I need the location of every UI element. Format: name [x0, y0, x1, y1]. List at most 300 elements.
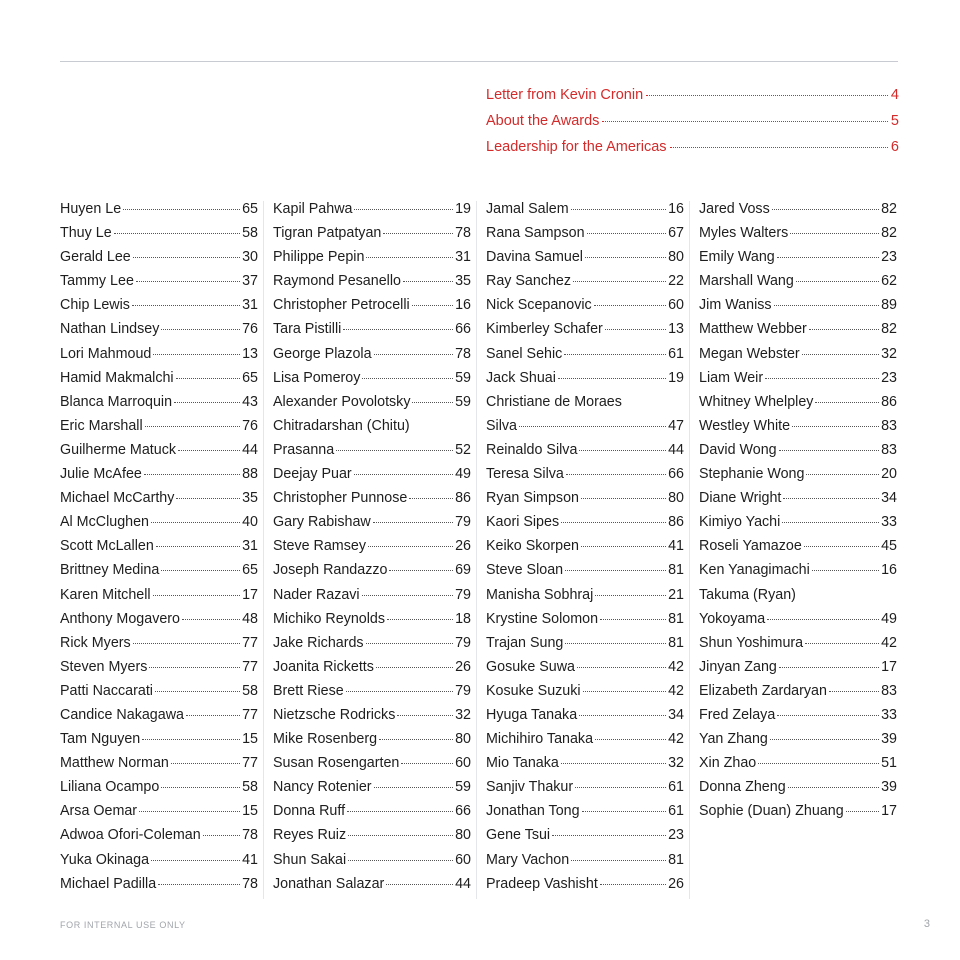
index-entry [60, 611, 258, 635]
index-entry [699, 514, 897, 538]
index-entry-page: 77 [242, 755, 258, 772]
index-entry [699, 490, 897, 514]
index-entry-name: Mary Vachon [486, 851, 570, 868]
index-dot-leader [779, 667, 879, 668]
index-entry [486, 346, 684, 370]
index-dot-leader [600, 619, 666, 620]
index-entry-page: 83 [881, 417, 897, 434]
index-entry [486, 803, 684, 827]
index-entry-page: 79 [455, 634, 471, 651]
index-entry [699, 803, 897, 827]
index-entry [273, 779, 471, 803]
index-dot-leader [792, 426, 879, 427]
index-entry [60, 418, 258, 442]
index-dot-leader [366, 643, 454, 644]
index-entry [699, 370, 897, 394]
index-dot-leader [595, 595, 666, 596]
index-dot-leader [587, 233, 667, 234]
index-entry-page: 59 [455, 369, 471, 386]
index-entry-name: Diane Wright [699, 490, 782, 507]
toc-item-page: 4 [890, 87, 899, 103]
index-entry [60, 635, 258, 659]
index-entry-page: 19 [668, 369, 684, 386]
index-entry [60, 707, 258, 731]
index-entry [699, 635, 897, 659]
index-dot-leader [581, 546, 666, 547]
index-dot-leader [600, 884, 666, 885]
index-dot-leader [149, 667, 240, 668]
toc-item[interactable] [486, 87, 899, 113]
index-entry-page: 23 [881, 249, 897, 266]
index-entry-name: Keiko Skorpen [486, 538, 579, 555]
index-dot-leader [373, 522, 453, 523]
index-entry [486, 225, 684, 249]
index-dot-leader [161, 329, 240, 330]
index-entry-page: 79 [455, 586, 471, 603]
index-entry-page: 77 [242, 658, 258, 675]
index-dot-leader [133, 643, 240, 644]
name-index [60, 201, 898, 906]
index-entry-page: 59 [455, 779, 471, 796]
index-entry [60, 490, 258, 514]
toc-item-page: 5 [890, 113, 899, 129]
index-entry-page: 33 [881, 514, 897, 531]
index-dot-leader [777, 715, 879, 716]
index-entry-page: 61 [668, 803, 684, 820]
index-entry-name: Brett Riese [273, 682, 344, 699]
index-entry [486, 683, 684, 707]
index-dot-leader [383, 233, 453, 234]
index-entry [486, 370, 684, 394]
index-entry-name: Candice Nakagawa [60, 706, 184, 723]
index-dot-leader [804, 546, 879, 547]
index-entry-name: Christopher Punnose [273, 490, 408, 507]
index-entry-page: 78 [455, 225, 471, 242]
index-entry-name: Yuka Okinaga [60, 851, 150, 868]
index-entry-page: 62 [881, 273, 897, 290]
index-entry [273, 418, 471, 442]
index-entry-page: 49 [881, 610, 897, 627]
index-entry-name: Sophie (Duan) Zhuang [699, 803, 844, 820]
index-dot-leader [348, 835, 453, 836]
index-dot-leader [374, 354, 454, 355]
index-entry-page: 81 [668, 634, 684, 651]
index-dot-leader [386, 884, 453, 885]
index-dot-leader [566, 474, 666, 475]
index-entry-page: 42 [668, 682, 684, 699]
index-dot-leader [133, 257, 240, 258]
index-entry [273, 683, 471, 707]
index-entry-page: 31 [242, 297, 258, 314]
index-dot-leader [132, 305, 240, 306]
index-entry [699, 321, 897, 345]
index-entry [273, 659, 471, 683]
index-entry-name: Kimberley Schafer [486, 321, 603, 338]
index-entry-page: 26 [455, 658, 471, 675]
index-entry-name: Nader Razavi [273, 586, 360, 603]
index-entry-name: Mio Tanaka [486, 755, 559, 772]
index-dot-leader [412, 305, 453, 306]
index-entry [699, 538, 897, 562]
index-entry [699, 466, 897, 490]
index-entry [273, 562, 471, 586]
index-entry-page: 66 [455, 321, 471, 338]
index-entry-page: 81 [668, 851, 684, 868]
index-entry-page: 32 [668, 755, 684, 772]
index-entry-page: 15 [242, 803, 258, 820]
index-entry-name: Brittney Medina [60, 562, 160, 579]
index-entry-page: 37 [242, 273, 258, 290]
index-entry-page: 32 [881, 345, 897, 362]
index-dot-leader [412, 402, 453, 403]
index-entry-name: Trajan Sung [486, 634, 564, 651]
index-entry-name: Chitradarshan (Chitu) [273, 417, 410, 434]
index-entry-name: Ray Sanchez [486, 273, 572, 290]
index-entry-name: Chip Lewis [60, 297, 130, 314]
index-dot-leader [389, 570, 453, 571]
index-entry-name: Stephanie Wong [699, 466, 805, 483]
index-entry-page: 76 [242, 321, 258, 338]
index-dot-leader [145, 426, 240, 427]
index-entry [60, 321, 258, 345]
index-entry-name: Yan Zhang [699, 731, 768, 748]
index-dot-leader [779, 450, 879, 451]
index-entry [60, 466, 258, 490]
index-entry-page: 31 [242, 538, 258, 555]
index-entry-page: 58 [242, 225, 258, 242]
index-dot-leader [151, 860, 240, 861]
index-dot-leader [575, 787, 666, 788]
index-dot-leader [812, 570, 879, 571]
index-entry-page: 82 [881, 321, 897, 338]
index-entry-name: Myles Walters [699, 225, 789, 242]
toc-item-label[interactable]: Letter from Kevin Cronin [486, 87, 644, 103]
index-entry-page: 13 [242, 345, 258, 362]
index-entry-page: 41 [668, 538, 684, 555]
index-entry [60, 297, 258, 321]
index-dot-leader [582, 811, 667, 812]
index-entry [60, 755, 258, 779]
index-entry [699, 249, 897, 273]
index-entry [273, 346, 471, 370]
index-entry [699, 418, 897, 442]
index-entry-name: Gosuke Suwa [486, 658, 576, 675]
index-entry-page: 78 [242, 875, 258, 892]
index-entry-page: 35 [455, 273, 471, 290]
toc-item[interactable] [486, 139, 899, 165]
index-entry [60, 683, 258, 707]
toc-item[interactable] [486, 113, 899, 139]
table-of-contents [486, 87, 899, 165]
index-entry [486, 731, 684, 755]
toc-item-label[interactable]: Leadership for the Americas [486, 139, 667, 155]
index-entry [273, 249, 471, 273]
index-entry-page: 26 [455, 538, 471, 555]
index-dot-leader [409, 498, 453, 499]
index-entry-page: 33 [881, 706, 897, 723]
index-entry [486, 418, 684, 442]
index-dot-leader [136, 281, 240, 282]
index-entry-page: 35 [242, 490, 258, 507]
index-entry [60, 442, 258, 466]
index-entry-name: Arsa Oemar [60, 803, 138, 820]
index-dot-leader [788, 787, 879, 788]
index-entry [486, 394, 684, 418]
index-dot-leader [802, 354, 879, 355]
index-entry [486, 827, 684, 851]
index-entry-page: 39 [881, 731, 897, 748]
index-entry-name: Kosuke Suzuki [486, 682, 581, 699]
index-entry-page: 76 [242, 417, 258, 434]
index-entry-page: 61 [668, 779, 684, 796]
index-entry-name: Patti Naccarati [60, 682, 153, 699]
index-dot-leader [583, 691, 667, 692]
index-dot-leader [114, 233, 240, 234]
index-entry-page: 31 [455, 249, 471, 266]
index-entry-page: 81 [668, 562, 684, 579]
index-entry-name: Megan Webster [699, 345, 800, 362]
index-entry-page: 66 [668, 466, 684, 483]
index-entry-name: Joseph Randazzo [273, 562, 388, 579]
index-dot-leader [176, 498, 240, 499]
index-entry-name: David Wong [699, 441, 777, 458]
index-entry-name: Jamal Salem [486, 201, 569, 217]
index-entry-page: 26 [668, 875, 684, 892]
index-entry-name: Gene Tsui [486, 827, 551, 844]
index-entry-page: 17 [881, 658, 897, 675]
index-column-2 [273, 201, 471, 901]
index-dot-leader [161, 570, 240, 571]
index-dot-leader [765, 378, 879, 379]
index-entry [273, 201, 471, 225]
index-entry-name: Tammy Lee [60, 273, 134, 290]
index-dot-leader [573, 281, 666, 282]
index-entry [60, 852, 258, 876]
index-entry-page: 61 [668, 345, 684, 362]
index-entry-name: Christopher Petrocelli [273, 297, 410, 314]
index-dot-leader [805, 643, 879, 644]
index-entry-name: Nietzsche Rodricks [273, 706, 396, 723]
index-entry-name: Emily Wang [699, 249, 775, 266]
index-entry-page: 34 [668, 706, 684, 723]
index-dot-leader [161, 787, 240, 788]
index-entry [486, 201, 684, 225]
index-entry-page: 16 [881, 562, 897, 579]
index-entry [60, 225, 258, 249]
index-entry-page: 13 [668, 321, 684, 338]
index-entry [486, 755, 684, 779]
index-dot-leader [561, 522, 666, 523]
index-entry-page: 22 [668, 273, 684, 290]
index-entry-name: Ken Yanagimachi [699, 562, 810, 579]
index-column-1 [60, 201, 258, 901]
index-dot-leader [571, 209, 666, 210]
index-entry [699, 394, 897, 418]
index-dot-leader [552, 835, 666, 836]
index-dot-leader [368, 546, 453, 547]
index-entry-name: Gerald Lee [60, 249, 131, 266]
index-entry [273, 321, 471, 345]
index-entry-name: Michael McCarthy [60, 490, 175, 507]
index-dot-leader [346, 691, 453, 692]
index-dot-leader [151, 522, 240, 523]
index-entry-name: Steve Sloan [486, 562, 564, 579]
index-entry-page: 60 [668, 297, 684, 314]
toc-dot-leader [646, 95, 888, 96]
index-entry-name: Shun Sakai [273, 851, 347, 868]
index-entry-name: Raymond Pesanello [273, 273, 401, 290]
index-entry [699, 611, 897, 635]
index-entry-name: Lori Mahmoud [60, 345, 152, 362]
index-dot-leader [577, 667, 666, 668]
index-entry-name: Shun Yoshimura [699, 634, 804, 651]
index-entry-name: Manisha Sobhraj [486, 586, 594, 603]
index-entry-name: Joanita Ricketts [273, 658, 374, 675]
index-entry-name: Donna Ruff [273, 803, 346, 820]
index-entry-page: 80 [455, 827, 471, 844]
index-dot-leader [123, 209, 240, 210]
index-entry-page: 86 [455, 490, 471, 507]
index-dot-leader [767, 619, 879, 620]
index-entry-page: 60 [455, 851, 471, 868]
index-entry [60, 803, 258, 827]
index-entry-name: Blanca Marroquin [60, 393, 173, 410]
index-entry-page: 80 [668, 249, 684, 266]
index-entry-name: Pradeep Vashisht [486, 875, 598, 892]
index-entry-page: 86 [881, 393, 897, 410]
index-entry [273, 394, 471, 418]
index-dot-leader [354, 209, 453, 210]
index-entry [486, 514, 684, 538]
index-dot-leader [585, 257, 666, 258]
index-column-4 [699, 201, 897, 901]
index-entry [486, 779, 684, 803]
index-entry-name: Roseli Yamazoe [699, 538, 802, 555]
index-entry-page: 17 [242, 586, 258, 603]
index-entry [60, 538, 258, 562]
index-entry [60, 779, 258, 803]
index-entry-page: 58 [242, 779, 258, 796]
toc-item-label[interactable]: About the Awards [486, 113, 600, 129]
index-entry-page: 77 [242, 634, 258, 651]
index-entry-page: 89 [881, 297, 897, 314]
index-entry [486, 273, 684, 297]
index-dot-leader [796, 281, 879, 282]
index-entry [699, 562, 897, 586]
index-dot-leader [774, 305, 880, 306]
index-entry-page: 65 [242, 369, 258, 386]
index-entry-page: 32 [455, 706, 471, 723]
index-entry [699, 659, 897, 683]
top-divider [60, 61, 898, 62]
index-entry [486, 321, 684, 345]
index-column-3 [486, 201, 684, 901]
index-entry-name: Kimiyo Yachi [699, 514, 781, 531]
toc-item-page: 6 [890, 139, 899, 155]
index-entry [699, 297, 897, 321]
index-entry [273, 707, 471, 731]
index-dot-leader [158, 884, 240, 885]
index-entry-name: Elizabeth Zardaryan [699, 682, 827, 699]
index-entry-name: Silva [486, 417, 517, 434]
index-entry [486, 562, 684, 586]
index-entry-page: 78 [455, 345, 471, 362]
index-entry-page: 42 [881, 634, 897, 651]
index-entry [273, 490, 471, 514]
index-dot-leader [153, 595, 241, 596]
index-entry [273, 297, 471, 321]
index-entry [60, 562, 258, 586]
index-entry [273, 442, 471, 466]
index-dot-leader [387, 619, 453, 620]
index-dot-leader [772, 209, 879, 210]
index-entry [273, 635, 471, 659]
index-entry-page: 48 [242, 610, 258, 627]
index-entry [60, 731, 258, 755]
index-dot-leader [362, 595, 453, 596]
toc-dot-leader [602, 121, 888, 122]
index-entry [486, 611, 684, 635]
index-entry-name: Eric Marshall [60, 417, 143, 434]
index-dot-leader [519, 426, 666, 427]
index-entry [273, 827, 471, 851]
index-entry [273, 755, 471, 779]
index-entry-name: Deejay Puar [273, 466, 352, 483]
index-entry-page: 51 [881, 755, 897, 772]
index-entry-name: Michihiro Tanaka [486, 731, 594, 748]
index-entry [699, 707, 897, 731]
index-dot-leader [579, 715, 666, 716]
index-entry-name: Nick Scepanovic [486, 297, 592, 314]
index-dot-leader [809, 329, 879, 330]
index-entry [273, 803, 471, 827]
index-entry-name: Kapil Pahwa [273, 201, 353, 217]
index-entry-page: 42 [668, 731, 684, 748]
index-dot-leader [203, 835, 240, 836]
index-entry-page: 44 [668, 441, 684, 458]
index-dot-leader [362, 378, 453, 379]
index-entry-page: 86 [668, 514, 684, 531]
index-entry [486, 442, 684, 466]
index-entry-name: Gary Rabishaw [273, 514, 371, 531]
index-dot-leader [156, 546, 240, 547]
index-entry [60, 827, 258, 851]
index-entry-page: 83 [881, 682, 897, 699]
index-entry [486, 538, 684, 562]
index-dot-leader [605, 329, 666, 330]
index-entry-name: Hamid Makmalchi [60, 369, 174, 386]
index-dot-leader [379, 739, 453, 740]
index-entry-page: 21 [668, 586, 684, 603]
index-entry [273, 587, 471, 611]
index-entry-name: Alexander Povolotsky [273, 393, 411, 410]
index-entry-page: 81 [668, 610, 684, 627]
index-dot-leader [186, 715, 240, 716]
index-entry-page: 80 [668, 490, 684, 507]
index-dot-leader [561, 763, 666, 764]
index-entry [699, 442, 897, 466]
index-entry-name: Nancy Rotenier [273, 779, 372, 796]
index-entry [699, 755, 897, 779]
index-entry-page: 17 [881, 803, 897, 820]
index-entry-name: Westley White [699, 417, 791, 434]
index-dot-leader [806, 474, 879, 475]
index-entry-name: Prasanna [273, 441, 335, 458]
index-entry-name: Mike Rosenberg [273, 731, 378, 748]
index-dot-leader [579, 450, 666, 451]
index-dot-leader [846, 811, 879, 812]
index-entry-name: Thuy Le [60, 225, 112, 242]
